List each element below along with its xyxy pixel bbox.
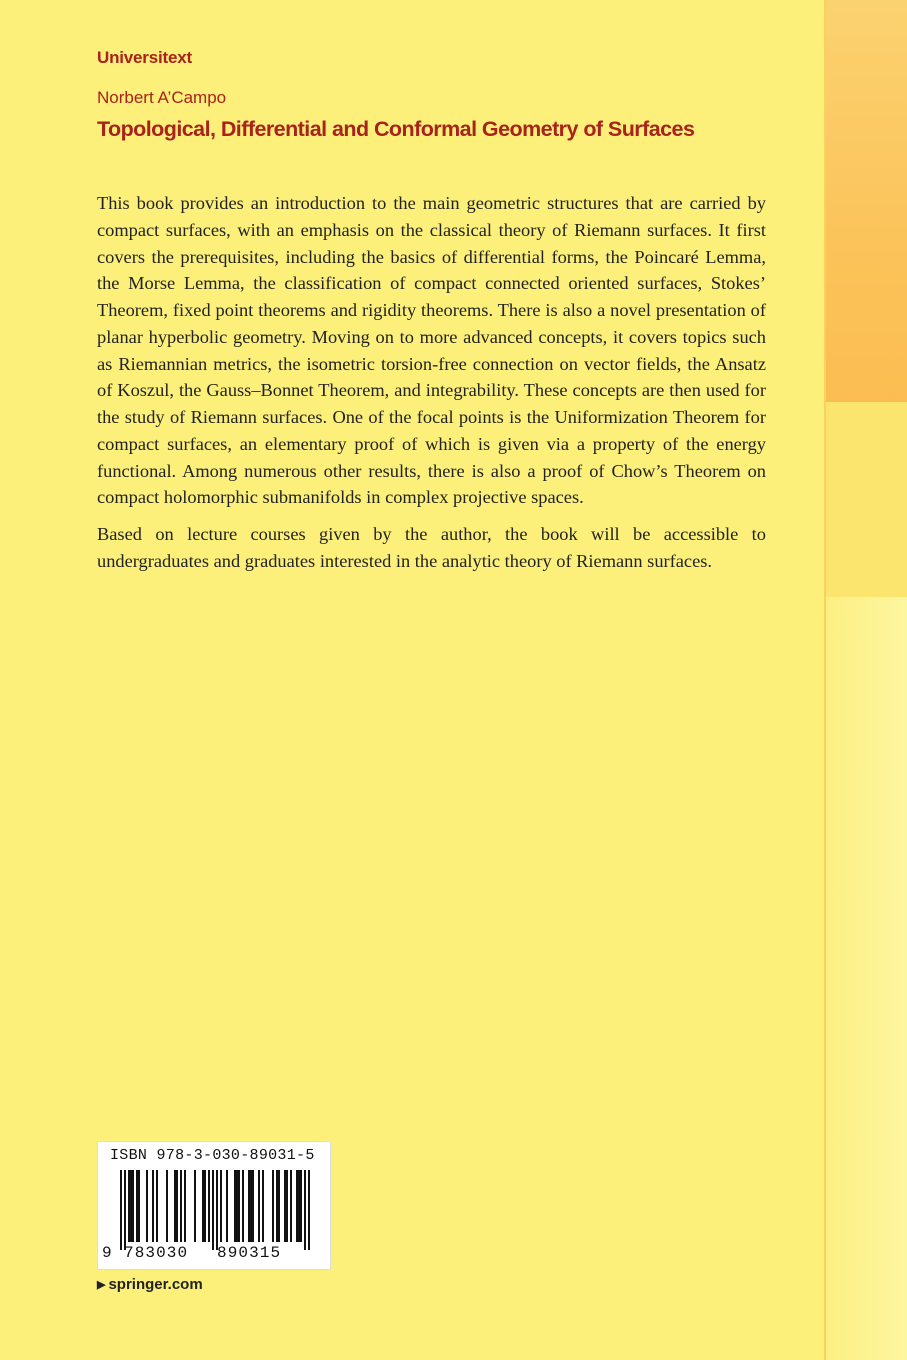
barcode-bar <box>290 1170 292 1242</box>
barcode-bar <box>202 1170 206 1242</box>
barcode-bar <box>258 1170 260 1242</box>
blurb-paragraph-2: Based on lecture courses given by the author, the book will be accessible to undergraduates and graduates interested in the analytic theory of Riemann surfaces. <box>97 524 766 571</box>
barcode-guard-bar <box>308 1170 310 1250</box>
barcode-bar <box>262 1170 264 1242</box>
barcode-bar <box>272 1170 274 1242</box>
barcode-guard-bar <box>304 1170 306 1250</box>
barcode-bar <box>180 1170 182 1242</box>
barcode-guard-bar <box>124 1170 126 1250</box>
barcode-bar <box>166 1170 168 1242</box>
ean-right-digits: 890315 <box>217 1244 282 1262</box>
author-name: Norbert A’Campo <box>97 88 227 107</box>
barcode-bar <box>152 1170 154 1242</box>
barcode-bar <box>284 1170 288 1242</box>
barcode-bar <box>136 1170 140 1242</box>
isbn-barcode-box <box>97 1141 331 1270</box>
spine-stripe-top <box>824 0 907 402</box>
barcode-bar <box>156 1170 158 1242</box>
barcode-bar <box>226 1170 228 1242</box>
ean-first-digit: 9 <box>102 1244 112 1262</box>
barcode-bar <box>296 1170 302 1242</box>
isbn-label: ISBN 978-3-030-89031-5 <box>110 1147 315 1164</box>
play-arrow-icon: ▶ <box>97 1279 106 1291</box>
blurb <box>97 190 766 585</box>
book-title: Topological, Differential and Conformal Geometry of Surfaces <box>97 117 695 141</box>
barcode-bar <box>184 1170 186 1242</box>
series-name: Universitext <box>97 48 192 67</box>
barcode-bar <box>248 1170 254 1242</box>
barcode-bar <box>242 1170 244 1242</box>
blurb-paragraph-1: This book provides an introduction to the main geometric structures that are carried by compact surfaces, with an emphasis on the classical theory of Riemann surfaces. It first covers the prerequisites, including the basics of differential forms, the Poincaré Lemma, the Morse Lemma, the classification of compact connected oriented surfaces, Stokes’ Theorem, fixed point theorems and rigidity theorems. There is also a novel presentation of planar hyperbolic geometry. Moving on to more advanced concepts, it covers topics such as Riemannian metrics, the isometric torsion-free connection on vector fields, the Ansatz of Koszul, the Gauss–Bonnet Theorem, and integrability. These concepts are then used for the study of Riemann surfaces. One of the focal points is the Uniformization Theorem for compact surfaces, an elementary proof of which is given via a property of the energy functional. Among numerous other results, there is also a proof of Chow’s Theorem on compact holomorphic submanifolds in complex projective spaces. <box>97 193 766 508</box>
barcode-guard-bar <box>212 1170 214 1250</box>
website-label: springer.com <box>108 1276 203 1293</box>
barcode-guard-bar <box>216 1170 218 1250</box>
barcode-bar <box>194 1170 196 1242</box>
barcode-bar <box>208 1170 210 1242</box>
barcode-bar <box>234 1170 240 1242</box>
ean-left-digits: 783030 <box>124 1244 189 1262</box>
stripe-divider <box>824 0 826 1360</box>
publisher-website[interactable] <box>97 1276 203 1293</box>
barcode-bar <box>146 1170 148 1242</box>
barcode-bar <box>276 1170 280 1242</box>
barcode-guard-bar <box>120 1170 122 1250</box>
spine-stripe-bottom <box>824 597 907 1360</box>
barcode-bar <box>128 1170 134 1242</box>
barcode-bar <box>174 1170 178 1242</box>
barcode-bar <box>220 1170 222 1242</box>
spine-stripe-middle <box>824 402 907 597</box>
